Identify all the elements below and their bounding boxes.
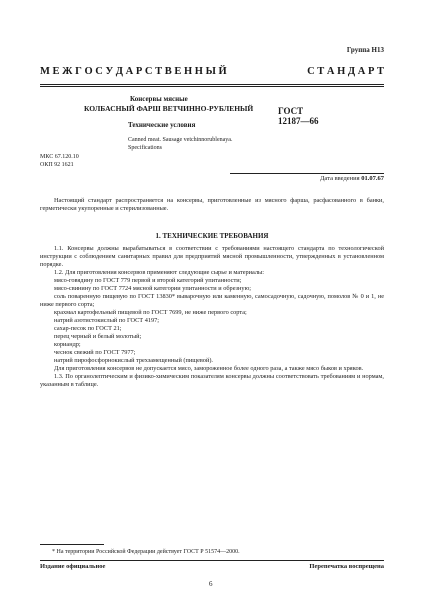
footnote-rule xyxy=(40,544,104,545)
product-category: Консервы мясные xyxy=(130,95,188,103)
paragraph: перец черный и белый молотый; xyxy=(54,333,142,340)
paragraph: мясо-свинину по ГОСТ 7724 мясной категории упитанности и обрезную; xyxy=(54,285,252,292)
page-number: 6 xyxy=(209,580,213,588)
requirements-body xyxy=(40,245,384,389)
banner-rule-top xyxy=(40,84,384,85)
paragraph: крахмал картофельный пищевой по ГОСТ 7699, не ниже первого сорта; xyxy=(54,309,247,316)
paragraph: чеснок свежий по ГОСТ 7977; xyxy=(54,349,136,356)
gost-label: ГОСТ xyxy=(278,106,304,116)
paragraph: соль поваренную пищевую по ГОСТ 13830* выварочную или каменную, самосадочную, садочную, помолов № 0 и 1, не ниже первого сорта; xyxy=(40,293,384,308)
paragraph: 1.2. Для приготовления консервов применяют следующие сырье и материалы: xyxy=(54,269,265,276)
footnote: * На территории Российской Федерации действует ГОСТ Р 51574—2000. xyxy=(52,549,240,555)
paragraph: мясо-говядину по ГОСТ 779 первой и второй категорий упитанности; xyxy=(54,277,242,284)
date-rule xyxy=(230,173,384,174)
reprint-prohibited: Перепечатка воспрещена xyxy=(309,563,384,570)
official-edition: Издание официальное xyxy=(40,563,106,570)
okp-code: ОКП 92 1621 xyxy=(40,162,74,168)
date-label: Дата введения xyxy=(320,175,360,182)
paragraph: 1.1. Консервы должны вырабатываться в соответствии с требованиями настоящего стандарта по технологической инструкции с соблюдением санитарных правил для предприятий мясной промышленности, утвержденных в установленном порядке. xyxy=(40,245,384,268)
english-title-line-1: Canned meat. Sausage vetchinnorublenaya. xyxy=(128,137,233,143)
introduction-date xyxy=(320,175,384,182)
paragraph: Для приготовления консервов не допускается мясо, замороженное более одного раза, а также мясо быков и хряков. xyxy=(54,365,364,372)
classification-codes xyxy=(40,153,79,169)
intro-text: Настоящий стандарт распространяется на консервы, приготовленные из мясного фарша, расфасованного в банки, герметически укупоренные и стерилизованные. xyxy=(40,197,384,212)
intro-paragraph xyxy=(40,197,384,213)
footer-rule xyxy=(40,560,384,561)
english-title xyxy=(128,136,278,152)
banner-word-1: М Е Ж Г О С У Д А Р С Т В Е Н Н Ы Й xyxy=(40,66,227,77)
paragraph: кориандр; xyxy=(54,341,81,348)
banner-word-2: С Т А Н Д А Р Т xyxy=(307,66,384,77)
banner-rule-bottom xyxy=(40,86,384,87)
date-value: 01.07.67 xyxy=(361,175,384,182)
document-subtitle: Технические условия xyxy=(128,121,196,129)
gost-number: 12187—66 xyxy=(278,116,319,126)
standard-banner xyxy=(40,66,384,77)
paragraph: натрий пирофосфорнокислый трехзамещенный (пищевой). xyxy=(54,357,213,364)
english-title-line-2: Specifications xyxy=(128,145,162,151)
document-title: КОЛБАСНЫЙ ФАРШ ВЕТЧИННО-РУБЛЕНЫЙ xyxy=(84,104,254,113)
paragraph: натрий азотистокислый по ГОСТ 4197; xyxy=(54,317,160,324)
paragraph: 1.3. По органолептическим и физико-химическим показателям консервы должны соответствовать требованиям и нормам, указанным в таблице. xyxy=(40,373,384,388)
paragraph: сахар-песок по ГОСТ 21; xyxy=(54,325,122,332)
mks-code: МКС 67.120.10 xyxy=(40,154,79,160)
section-title: 1. ТЕХНИЧЕСКИЕ ТРЕБОВАНИЯ xyxy=(155,232,269,240)
group-code: Группа Н13 xyxy=(346,46,384,54)
